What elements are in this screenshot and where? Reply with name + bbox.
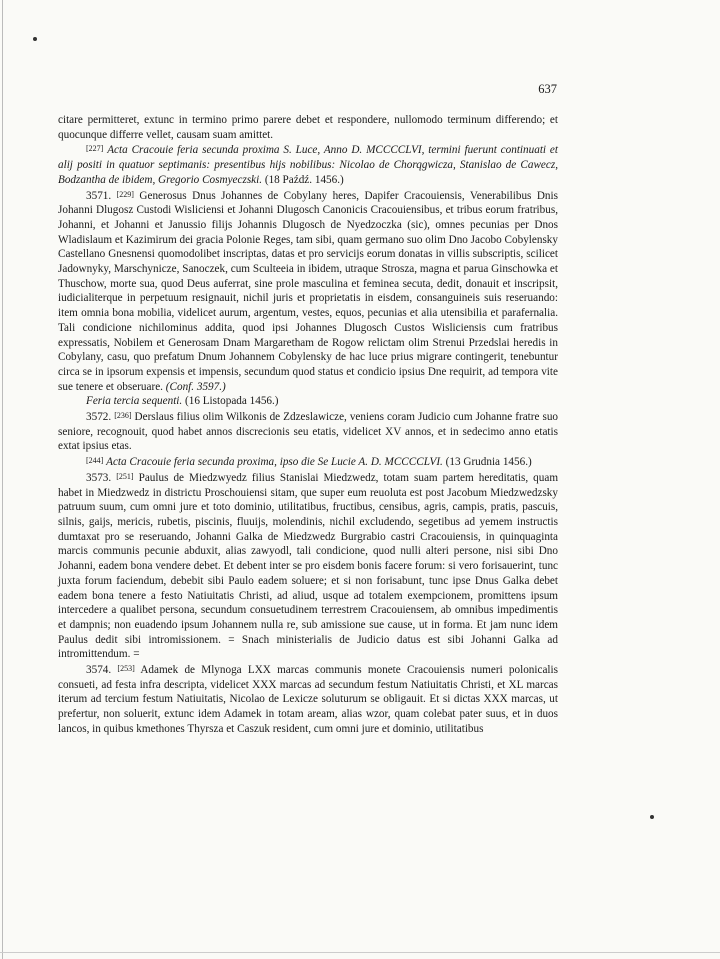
- scan-dot: [33, 37, 37, 41]
- document-body: [58, 113, 558, 737]
- paragraph-3574: [58, 662, 558, 737]
- paragraph-text: Derslaus filius olim Wilkonis de Zdzeslawicze, veniens coram Judicio cum Johanne fratre suo seniore, recognouit, quod habet annos discrecionis seu etatis, videlicet XV annos, et in sedecimo anno etatis extat ipsius etas.: [58, 411, 559, 453]
- reference-number: [253]: [117, 664, 135, 674]
- entry-number: 3573.: [86, 471, 112, 484]
- page-bottom-edge: [0, 952, 720, 953]
- paragraph-text: Adamek de Mlynoga LXX marcas communis monete Cracouiensis numeri polonicalis consueti, ad festa infra descripta, videlicet XXX marcas ad secundum festum Natiuitatis Christi, et XL marcas iterum ad tercium festum Natiuitatis, Nicolao de Lexicze soluturum se obligauit. Et si dictas XXX marcas, ut prefertur, non soluerit, extunc idem Adamek in totam aream, alias wzor, quam colebat pater suus, et in duos lancos, in quibus kmethones Thyrsza et Caszuk resident, cum omni jure et dominio, utilitatibus: [58, 664, 559, 735]
- paragraph-text: Paulus de Miedzwyedz filius Stanislai Miedzwedz, totam suam partem hereditatis, quam habet in Miedzwedz in districtu Proschouiensi sitam, que super eum reuoluta est post Jacobum Miedzwedzsky patruum suum, cum omni jure et toto dominio, utilitatibus, fructibus, censibus, agris, campis, pratis, pascuis, silnis, gaijs, mericis, rubetis, piscinis, fluuijs, molendinis, nichil excludendo, segetibus ad yemem instructis dumtaxat pro se reseruando, Johanni Galka de Miedzwedz Burgrabio castri Cracouiensis, in quinquaginta marcis communis pecunie abduxit, alias zawyodl, tali condicione, quod nulli alteri persone, nisi sibi Dno Johanni, eadem bona vendere debet. Et debent inter se pro eisdem bonis facere forum: si vero forisauerint, tunc juxta forum faciendum, debebit sibi Paulo eadem soluere; et si non forisabunt, tunc ipse Dnus Galka debet eadem bona tenere a festo Natiuitatis Christi, ad aliud, usque ad totalem exempcionem, promittens ipsum intercedere a qualibet persona, secundum consuetudinem terrestrem Cracouiensem, ab omnibus impedimentis et dampnis; non euadendo ipsum Johannem nulla re, sub amissione sue cause, ut in forma. Et jam nunc idem Paulus dedit sibi intromissionem. = Snach ministerialis de Judicio datus est sibi Johanni Galka ad intromittendum. =: [58, 471, 559, 661]
- reference-number: [227]: [86, 144, 104, 154]
- paragraph-date: (18 Paźdź. 1456.): [264, 173, 344, 186]
- reference-number: [244]: [86, 456, 104, 466]
- paragraph-date: (13 Grudnia 1456.): [445, 456, 532, 469]
- paragraph-244: [58, 454, 558, 470]
- paragraph-italic: Acta Cracouie feria secunda proxima S. Luce, Anno D. MCCCCLVI, termini fuerunt continuati et alij positi in quatuor septimanis: presentibus hijs nobilibus: Nicolao de Chorqgwicza, Stanislao de Cawecz, Bodzantha de ibidem, Gregorio Cosmyeczski.: [58, 144, 558, 186]
- paragraph-italic: Feria tercia sequenti.: [86, 395, 183, 408]
- paragraph-italic: Acta Cracouie feria secunda proxima, ipso die Se Lucie A. D. MCCCCLVI.: [106, 456, 443, 469]
- paragraph-tail: (Conf. 3597.): [165, 380, 226, 393]
- entry-number: 3572.: [86, 411, 112, 424]
- paragraph-feria: [58, 394, 558, 409]
- entry-number: 3571.: [86, 189, 112, 202]
- reference-number: [251]: [116, 471, 134, 481]
- paragraph-text: citare permitteret, extunc in termino primo parere debet et respondere, nullomodo terminum differendo; et quocunque differre vellet, causam suam amittet.: [58, 114, 558, 141]
- entry-number: 3574.: [86, 664, 112, 677]
- reference-number: [236]: [114, 411, 132, 421]
- page-left-edge: [2, 0, 3, 959]
- paragraph-3572: [58, 409, 558, 454]
- paragraph-continuation: [58, 113, 558, 142]
- page-number: 637: [538, 82, 557, 96]
- paragraph-3571: [58, 188, 558, 395]
- paragraph-3573: [58, 470, 558, 662]
- paragraph-text: Generosus Dnus Johannes de Cobylany heres, Dapifer Cracouiensis, Venerabilibus Dnis Johanni Dlugosz Custodi Wisliciensi et Johanni Dlugosch Canonicis Cracouiensibus, et tribus eorum fratribus, Johanni, et Johanni et Janussio filijs Johannis Dlugosch de Nyedzoczka (sic), omnes pecunias per Dnos Wladislaum et Kazimirum dei gracia Polonie Reges, tam sibi, quam germano suo olim Dno Jacobo Cobylensky Castellano Gnesnensi quomodolibet inscriptas, datas et pro servicijs eorum donatas in villis subscriptis, scilicet Jadownyky, Marschynicze, Sanoczek, cum Sculteeia in ibidem, utraque Strosza, magna et parua Ginschowka et Thuschow, morte sua, quod Deus auferrat, sine prole masculina et feminea secuta, dedit, donauit et inscripsit, iudicialiterque in perpetuum resignauit, nichil juris et proprietatis in eisdem, consanguineis suis reseruando: item omnia bona mobilia, videlicet aurum, argentum, vestes, equos, pecunias et alia utensibilia et parafernalia. Tali condicione nichilominus addita, quod ipsi Johannes Dlugosch Custos Wisliciensis cum fratribus expressatis, Nobilem et Generosam Dnam Margaretham de Rogow relictam olim Strenui Przedslai heredis in Cobylany, casu, quo prefatum Dnum Johannem Cobylensky de hac luce prius migrare contingerit, tenebuntur circa se in ipsorum expensis et impensis, secundum quod status et condicio ipsius Dne requirit, ad tempora vite sue tenere et obseruare.: [58, 189, 558, 393]
- paragraph-227: [58, 142, 558, 187]
- paragraph-date: (16 Listopada 1456.): [185, 395, 279, 408]
- scan-dot: [650, 815, 654, 819]
- reference-number: [229]: [116, 189, 134, 199]
